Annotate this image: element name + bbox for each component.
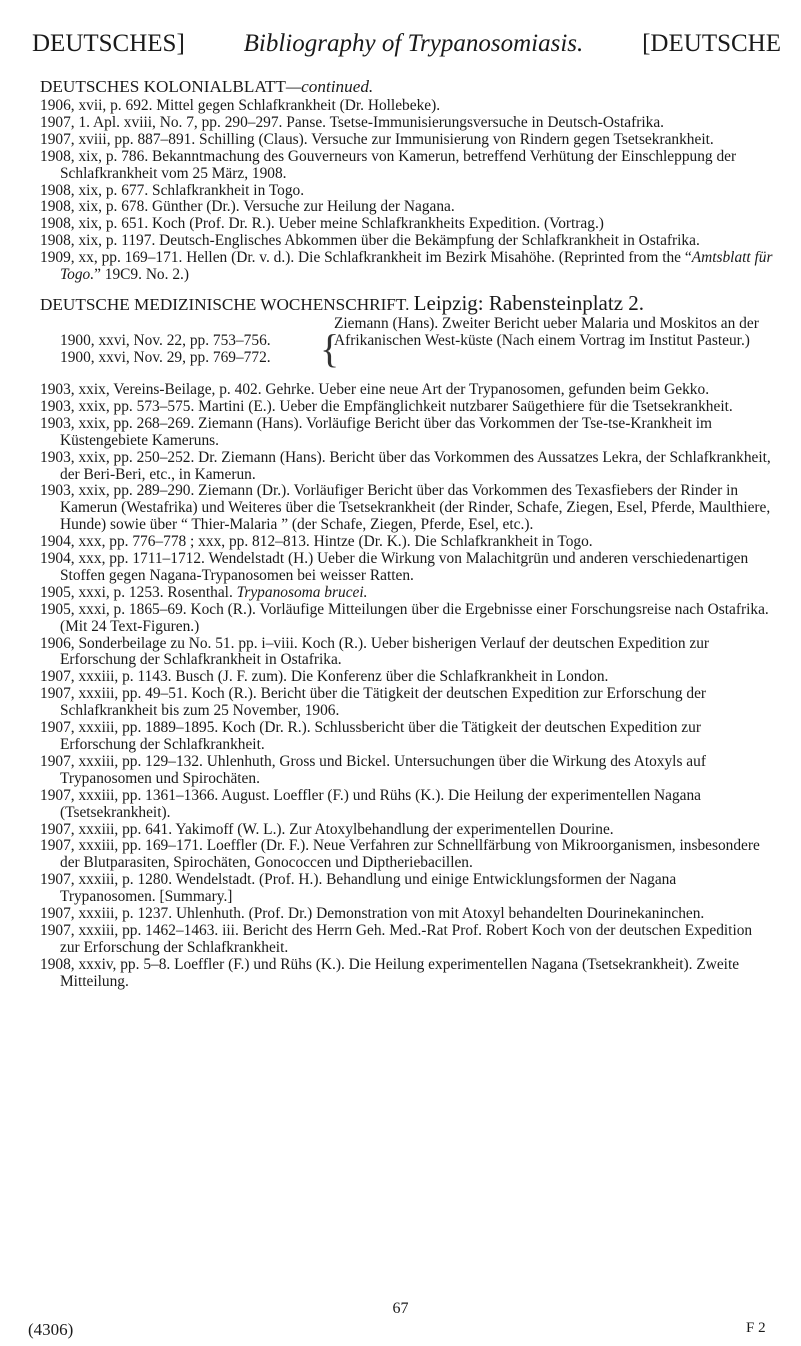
page-number: 67 (392, 1300, 409, 1317)
brace-icon: { (320, 325, 340, 371)
entry-text: ” 19C9. No. 2.) (94, 266, 189, 284)
list-item: 1908, xix, p. 1197. Deutsch-Englisches Abkommen über die Bekämpfung der Schlafkrankheit in Ostafrika. (40, 232, 700, 250)
list-item: 1906, Sonderbeilage zu No. 51. pp. i–viii. Koch (R.). Ueber bisherigen Verlauf der deutschen Expedition zur Erforschung der Schlafkrankheit in Ostafrika. (40, 634, 710, 669)
entry-text: 1905, xxxi, p. 1253. Rosenthal. (40, 583, 237, 601)
list-item: 1903, xxix, pp. 573–575. Martini (E.). Ueber die Empfänglichkeit nutzbarer Saügethiere für die Tsetsekrankheit. (40, 397, 733, 415)
list-item: 1907, xxxiii, pp. 641. Yakimoff (W. L.). Zur Atoxylbehandlung der experimentellen Dourine. (40, 820, 614, 838)
list-item: 1907, xxxiii, pp. 1462–1463. iii. Bericht des Herrn Geh. Med.-Rat Prof. Robert Koch von der deutschen Expedition zur Erforschung der Schlafkrankheit. (40, 921, 753, 956)
citation-line: 1900, xxvi, Nov. 29, pp. 769–772. (60, 348, 271, 366)
bracket-citations (40, 316, 320, 382)
list-item: 1903, xxix, pp. 250–252. Dr. Ziemann (Hans). Bericht über das Vorkommen des Aussatzes Lekra, der Schlafkrankheit, der Beri-Beri, etc., in Kamerun. (40, 448, 771, 483)
list-item: 1908, xix, p. 678. Günther (Dr.). Versuche zur Heilung der Nagana. (40, 198, 455, 216)
list-item: 1906, xvii, p. 692. Mittel gegen Schlafkrankheit (Dr. Hollebeke). (40, 97, 441, 114)
print-code: (4306) (28, 1320, 74, 1339)
list-item: 1907, xxxiii, pp. 129–132. Uhlenhuth, Gross und Bickel. Untersuchungen über die Wirkung des Atoxyls auf Trypanosomen und Spirochäten. (40, 752, 706, 787)
entry-italic-title: Amtsblatt für Togo. (60, 249, 773, 284)
list-item: 1907, xviii, pp. 887–891. Schilling (Claus). Versuche zur Immunisierung von Rindern gegen Tsetsekrankheit. (40, 130, 714, 148)
journal-place: Leipzig: Rabensteinplatz 2. (413, 290, 645, 315)
list-item: 1904, xxx, pp. 1711–1712. Wendelstadt (H.) Ueber die Wirkung von Malachitgrün und anderen verschiedenartigen Stoffen gegen Nagana-Trypanosomen bei weisser Ratten. (40, 550, 749, 584)
running-head (32, 30, 781, 66)
running-head-right: [DEUTSCHE (642, 30, 781, 57)
list-item: 1907, xxxiii, p. 1280. Wendelstadt. (Prof. H.). Behandlung und einige Entwicklungsformen der Nagana Trypanosomen. [Summary.] (40, 871, 677, 906)
list-item: 1907, xxxiii, p. 1143. Busch (J. F. zum). Die Konferenz über die Schlafkrankheit in London. (40, 668, 609, 686)
bracket-description: Ziemann (Hans). Zweiter Bericht ueber Malaria und Moskitos an der Afrikanischen West-küste (Nach einem Vortrag im Institut Pasteur.) (334, 314, 759, 349)
continued-note: —continued. (285, 77, 374, 96)
running-head-title: Bibliography of Trypanosomiasis. (243, 30, 584, 57)
list-item: 1907, xxxiii, pp. 49–51. Koch (R.). Bericht über die Tätigkeit der deutschen Expedition zur Erforschung der Schlafkrankheit bis zum 25 November, 1906. (40, 685, 707, 720)
list-item: 1905, xxxi, p. 1865–69. Koch (R.). Vorläufige Mitteilungen über die Ergebnisse einer Forschungsreise nach Ostafrika. (Mit 24 Text-Figuren.) (40, 600, 769, 635)
list-item: 1903, xxix, Vereins-Beilage, p. 402. Gehrke. Ueber eine neue Art der Trypanosomen, gefunden beim Gekko. (40, 380, 710, 398)
signature-mark: F 2 (746, 1320, 766, 1336)
list-item: 1908, xix, p. 651. Koch (Prof. Dr. R.). Ueber meine Schlafkrankheits Expedition. (Vortrag.) (40, 215, 604, 233)
list-item: 1903, xxix, pp. 289–290. Ziemann (Dr.). Vorläufiger Bericht über das Vorkommen des Texasfiebers der Rinder in Kamerun (Westafrika) und Weiteres über die Tsetsekrankheit (der Rinder, Schafe, Ziegen, Esel, Pferde, Maulthiere, Hunde) sowie über “ Thier-Malaria ” (der Schafe, Ziegen, Pferde, Esel, etc.). (40, 482, 771, 534)
list-item: 1908, xix, p. 677. Schlafkrankheit in Togo. (40, 181, 305, 199)
entry-italic-title: Trypanosoma brucei. (236, 583, 368, 601)
section-heading-wochenschrift (40, 292, 773, 316)
list-item: 1908, xix, p. 786. Bekanntmachung des Gouverneurs von Kamerun, betreffend Verhütung der Einschleppung der Schlafkrankheit vom 25 März, 1908. (40, 147, 737, 182)
list-item: 1907, xxxiii, pp. 1361–1366. August. Loeffler (F.) und Rühs (K.). Die Heilung der experimentellen Nagana (Tsetsekrankheit). (40, 786, 702, 821)
list-item (40, 585, 773, 602)
running-head-left: DEUTSCHES] (32, 30, 185, 57)
bracketed-entry (40, 316, 773, 382)
journal-title: DEUTSCHE MEDIZINISCHE WOCHENSCHRIFT. (40, 294, 410, 314)
list-item (40, 250, 773, 284)
list-item: 1903, xxix, pp. 268–269. Ziemann (Hans). Vorläufige Bericht über das Vorkommen der Tse-tse-Krankheit im Küstengebiete Kameruns. (40, 414, 712, 449)
citation-line: 1900, xxvi, Nov. 22, pp. 753–756. (60, 331, 271, 349)
list-item: 1904, xxx, pp. 776–778 ; xxx, pp. 812–813. Hintze (Dr. K.). Die Schlafkrankheit in Togo. (40, 533, 593, 551)
list-item: 1907, 1. Apl. xviii, No. 7, pp. 290–297. Panse. Tsetse-Immunisierungsversuche in Deutsch-Ostafrika. (40, 113, 665, 131)
section-gap (40, 284, 773, 292)
entry-text: 1909, xx, pp. 169–171. Hellen (Dr. v. d.). Die Schlafkrankheit im Bezirk Misahöhe. (Reprinted from the “ (40, 249, 692, 267)
list-item: 1908, xxxiv, pp. 5–8. Loeffler (F.) und Rühs (K.). Die Heilung experimentellen Nagana (Tsetsekrankheit). Zweite Mitteilung. (40, 955, 740, 990)
list-item: 1907, xxxiii, pp. 1889–1895. Koch (Dr. R.). Schlussbericht über die Tätigkeit der deutschen Expedition zur Erforschung der Schlafkrankheit. (40, 719, 701, 753)
list-item: 1907, xxxiii, p. 1237. Uhlenhuth. (Prof. Dr.) Demonstration von mit Atoxyl behandelten Dourinekaninchen. (40, 905, 705, 923)
list-item: 1907, xxxiii, pp. 169–171. Loeffler (Dr. F.). Neue Verfahren zur Schnellfärbung von Mikroorganismen, insbesondere der Blutparasiten, Spirochäten, Gonococcen und Diptheriebacillen. (40, 837, 760, 872)
bibliography-body (40, 76, 773, 991)
journal-title: DEUTSCHES KOLONIALBLATT (40, 77, 286, 96)
section-heading-kolonialblatt (40, 76, 773, 98)
